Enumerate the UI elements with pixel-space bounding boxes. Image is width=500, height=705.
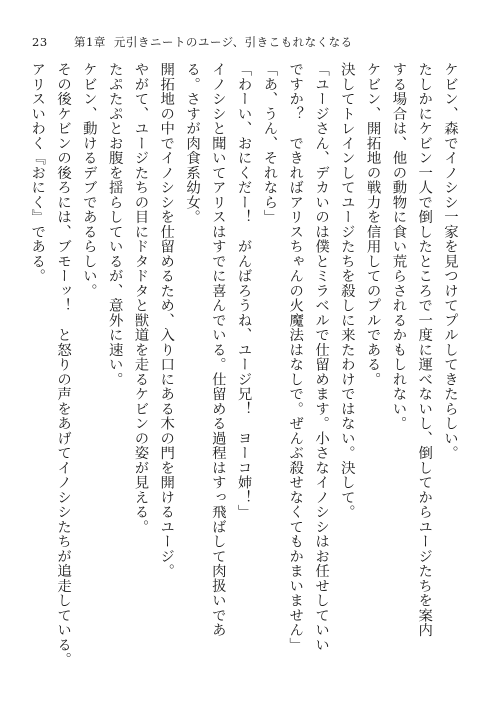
- text-line: する場合は、他の動物に食い荒らされるかもしれない。: [390, 62, 407, 431]
- text-line: ケビン、動けるデブであるらしい。: [80, 62, 97, 298]
- text-line: ですか？ できればアリスちゃんの火魔法はなしで。ぜんぶ殺せなくてもかまいません」: [287, 62, 304, 652]
- text-line: 「あ、うん、それなら」: [261, 62, 278, 225]
- text-line: やがて、ユージたちの目にドタドタと獣道を走るケビンの姿が見える。: [132, 62, 149, 534]
- text-line: る。さすが肉食系幼女。: [184, 62, 201, 225]
- text-line: ケビン、開拓地の戦力を信用してのプルである。: [364, 62, 381, 387]
- running-header: [32, 34, 470, 50]
- text-line: 決してトレインしてユージたちを殺しに来たわけではない。決して。: [338, 62, 355, 520]
- text-line: イノシシと聞いてアリスはすでに喜んでいる。仕留める過程はすっ飛ばして肉扱いであ: [209, 62, 226, 638]
- text-line: その後ケビンの後ろには、ブモーッ！ と怒りの声をあげてイノシシたちが追走している。: [55, 62, 72, 667]
- text-line: 開拓地の中でイノシシを仕留めるため、入り口にある木の門を開けるユージ。: [158, 62, 175, 579]
- text-line: たしかにケビン一人で倒したところで一度に運べないし、倒してからユージたちを案内: [416, 62, 433, 638]
- page-number: 23: [32, 35, 48, 49]
- vertical-body-text: [29, 62, 462, 682]
- chapter-title: 元引きニートのユージ、引きこもれなくなる: [113, 35, 353, 49]
- text-line: たぷたぷとお腹を揺らしているが、意外に速い。: [106, 62, 123, 387]
- text-line: 「わーい、おにくだー！ がんばろうね、ユージ兄！ ヨーコ姉！」: [235, 62, 252, 520]
- text-line: アリスいわく『おにく』である。: [29, 62, 46, 284]
- text-line: ケビン、森でイノシシ一家を見つけてプルしてきたらしい。: [442, 62, 458, 461]
- chapter-label: 第1章: [74, 35, 106, 49]
- text-line: 「ユージさん、デカいのは僕とミラベルで仕留めます。小さなイノシシはお任せしていい: [313, 62, 330, 652]
